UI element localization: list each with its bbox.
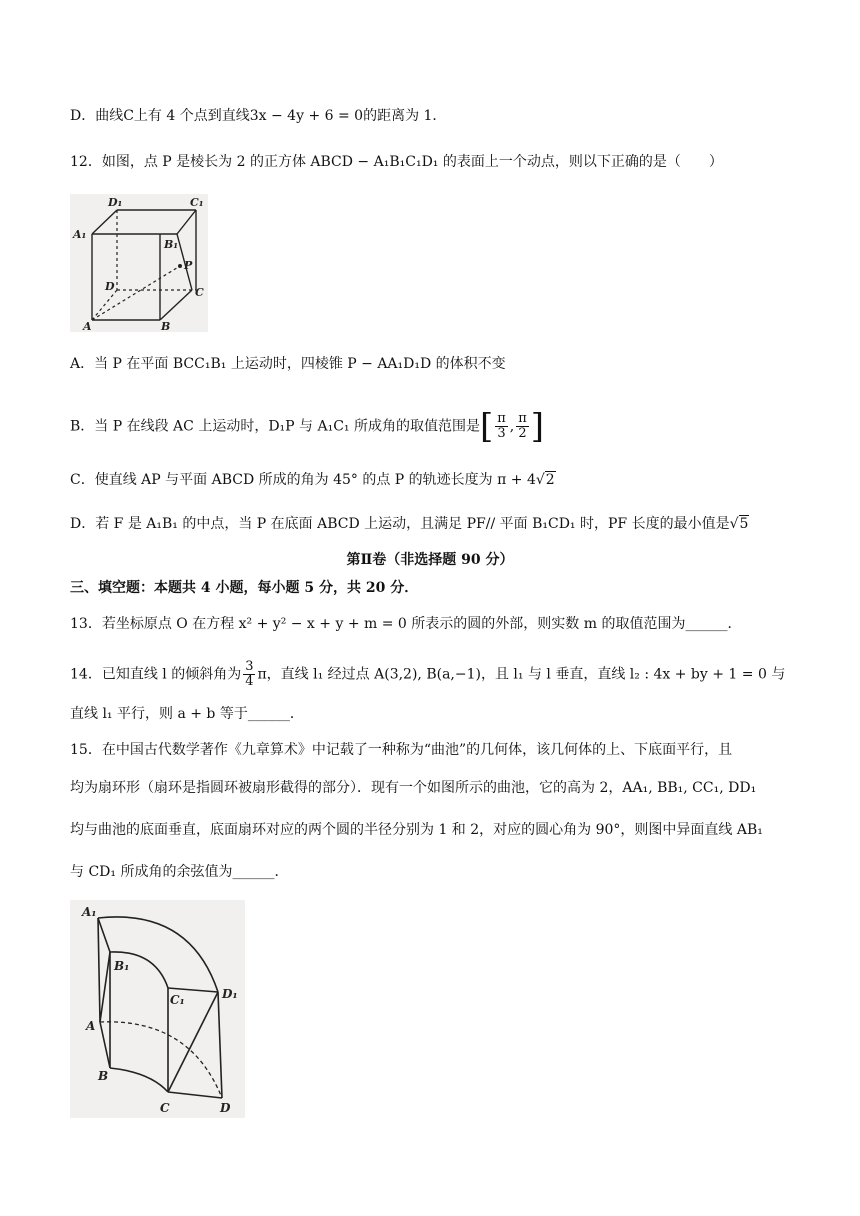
q11-option-d: D．曲线C上有 4 个点到直线3x − 4y + 6 = 0的距离为 1． (70, 108, 447, 124)
q12-option-c: C．使直线 AP 与平面 ABCD 所成的角为 45° 的点 P 的轨迹长度为 π + 4√2 (70, 472, 555, 488)
q12-option-a: A．当 P 在平面 BCC₁B₁ 上运动时，四棱锥 P − AA₁D₁D 的体积不变 (70, 356, 506, 372)
cube-label-c1: C₁ (190, 196, 204, 209)
q12b-frac1-num: π (497, 411, 506, 426)
cube-label-d1: D₁ (108, 196, 123, 209)
q14-text-b: π，直线 l₁ 经过点 A(3,2), B(a,−1)，且 l₁ 与 l 垂直，直线 l₂ : 4x + by + 1 = 0 与 (257, 666, 786, 683)
q12d-sqrt: 5 (739, 516, 749, 532)
pool-label-a1: A₁ (82, 905, 97, 919)
q13-stem: 13．若坐标原点 O 在方程 x² + y² − x + y + m = 0 所表示的圆的外部，则实数 m 的取值范围为______． (70, 616, 742, 632)
q15-line2: 均为扇环形（扇环是指圆环被扇形截得的部分）．现有一个如图所示的曲池，它的高为 2，AA₁, BB₁, CC₁, DD₁ (70, 780, 757, 796)
q14-frac-den: 4 (245, 674, 254, 689)
cube-label-b1: B₁ (164, 238, 179, 251)
q12-stem: 12．如图，点 P 是棱长为 2 的正方体 ABCD − A₁B₁C₁D₁ 的表面上一个动点，则以下正确的是（ ） (70, 154, 723, 170)
pool-label-b1: B₁ (114, 959, 130, 973)
section-three-heading: 三、填空题：本题共 4 小题，每小题 5 分，共 20 分． (70, 580, 419, 596)
pool-label-c: C (160, 1101, 170, 1115)
q14-line2: 直线 l₁ 平行，则 a + b 等于______． (70, 706, 304, 722)
pool-label-a: A (86, 1019, 96, 1033)
q12b-text: B．当 P 在线段 AC 上运动时，D₁P 与 A₁C₁ 所成角的取值范围是 (70, 418, 480, 435)
q15-line1: 15．在中国古代数学著作《九章算术》中记载了一种称为“曲池”的几何体，该几何体的上、下底面平行，且 (70, 742, 733, 758)
cube-label-a: A (83, 320, 92, 332)
q12b-frac1-den: 3 (497, 426, 506, 441)
cube-label-p: P (184, 259, 193, 272)
cube-label-a1: A₁ (73, 228, 87, 241)
pool-label-b: B (98, 1069, 109, 1083)
q12c-text: C．使直线 AP 与平面 ABCD 所成的角为 45° 的点 P 的轨迹长度为 π + 4 (70, 472, 536, 488)
q12d-text: D．若 F 是 A₁B₁ 的中点，当 P 在底面 ABCD 上运动，且满足 PF// 平面 B₁CD₁ 时，PF 长度的最小值是 (70, 516, 730, 532)
pool-label-d: D (220, 1101, 231, 1115)
q12-option-b: B．当 P 在线段 AC 上运动时，D₁P 与 A₁C₁ 所成角的取值范围是[ $\frac{\pi}{3}$ , $\frac{\pi}{2}$ ] (70, 406, 545, 447)
q12b-frac2-den: 2 (518, 426, 527, 441)
q14-line1 (70, 660, 785, 689)
q14-frac-num: 3 (245, 659, 254, 674)
pool-label-d1: D₁ (222, 987, 238, 1001)
cube-label-d: D (105, 280, 115, 293)
part-two-heading: 第Ⅱ卷（非选择题 90 分） (346, 552, 514, 568)
q12-option-d: D．若 F 是 A₁B₁ 的中点，当 P 在底面 ABCD 上运动，且满足 PF// 平面 B₁CD₁ 时，PF 长度的最小值是√5 (70, 516, 749, 532)
cube-label-b: B (161, 320, 171, 332)
cube-label-c: C (195, 286, 204, 299)
pool-label-c1: C₁ (170, 993, 185, 1007)
q15-line3: 均与曲池的底面垂直，底面扇环对应的两个圆的半径分别为 1 和 2，对应的圆心角为 90°，则图中异面直线 AB₁ (70, 822, 763, 838)
q15-line4: 与 CD₁ 所成角的余弦值为______． (70, 864, 289, 880)
q14-text-a: 14．已知直线 l 的倾斜角为 (70, 666, 242, 683)
curved-pool-figure (70, 900, 245, 1118)
q12c-sqrt: 2 (545, 472, 555, 488)
q12b-frac2-num: π (518, 411, 527, 426)
cube-figure (70, 194, 208, 332)
